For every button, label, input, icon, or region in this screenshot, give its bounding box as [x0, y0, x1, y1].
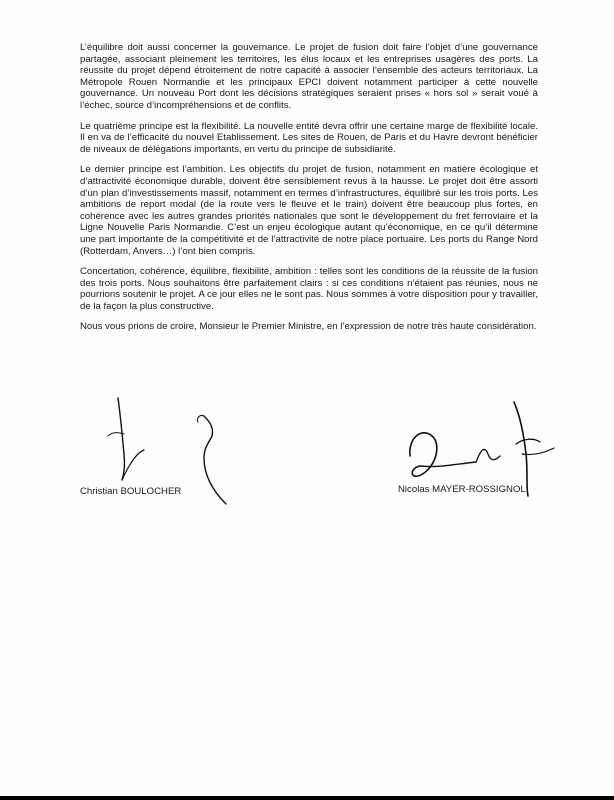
paragraph-governance: L’équilibre doit aussi concerner la gouvernance. Le projet de fusion doit faire l’objet d’une gouvernance partagée, associant pleinement les territoires, les élus locaux et les entreprises usagères des ports. La réussite du projet dépend étroitement de notre capacité à associer l’ensemble des acteurs territoriaux. La Métropole Rouen Normandie et les principaux EPCI doivent notamment participer à cette nouvelle gouvernance. Un nouveau Port dont les décisions stratégiques seraient prises « hors sol » serait voué à l’échec, source d’incompréhensions et de conflits. [80, 42, 538, 111]
letter-body [80, 42, 538, 342]
paragraph-conditions: Concertation, cohérence, équilibre, flexibilité, ambition : telles sont les conditions de la réussite de la fusion des trois ports. Nous souhaitons être parfaitement clairs : si ces conditions n’étaient pas réunies, nous ne pourrions soutenir le projet. A ce jour elles ne le sont pas. Nous sommes à votre disposition pour y travailler, de la façon la plus constructive. [80, 266, 538, 312]
signatory-left-name: Christian BOULOCHER [80, 486, 182, 497]
signatory-right-name: Nicolas MAYER-ROSSIGNOL [398, 484, 526, 495]
paragraph-closing: Nous vous prions de croire, Monsieur le Premier Ministre, en l’expression de notre très haute considération. [80, 321, 537, 333]
page-bottom-border [0, 796, 614, 800]
paragraph-ambition: Le dernier principe est l’ambition. Les objectifs du projet de fusion, notamment en matière écologique et d’attractivité économique durable, doivent être sensiblement revus à la hausse. Le projet doit être assorti d’un plan d’investissements massif, notamment en termes d’infrastructures, équilibré sur les trois ports. Les ambitions de report modal (de la route vers le fleuve et le train) doivent être beaucoup plus fortes, en cohérence avec les autres grandes priorités nationales que sont le développement du fret ferroviaire et la Ligne Nouvelle Paris Normandie. C’est un enjeu écologique autant qu’économique, en ce qu’il détermine une part importante de la compétitivité et de l’attractivité de notre place portuaire. Les ports du Range Nord (Rotterdam, Anvers…) l’ont bien compris. [80, 164, 538, 257]
paragraph-flexibility: Le quatrième principe est la flexibilité. La nouvelle entité devra offrir une certaine marge de flexibilité locale. Il en va de l’efficacité du nouvel Etablissement. Les sites de Rouen, de Paris et du Havre devront bénéficier de niveaux de délégations importants, en vertu du principe de subsidiarité. [80, 120, 538, 155]
